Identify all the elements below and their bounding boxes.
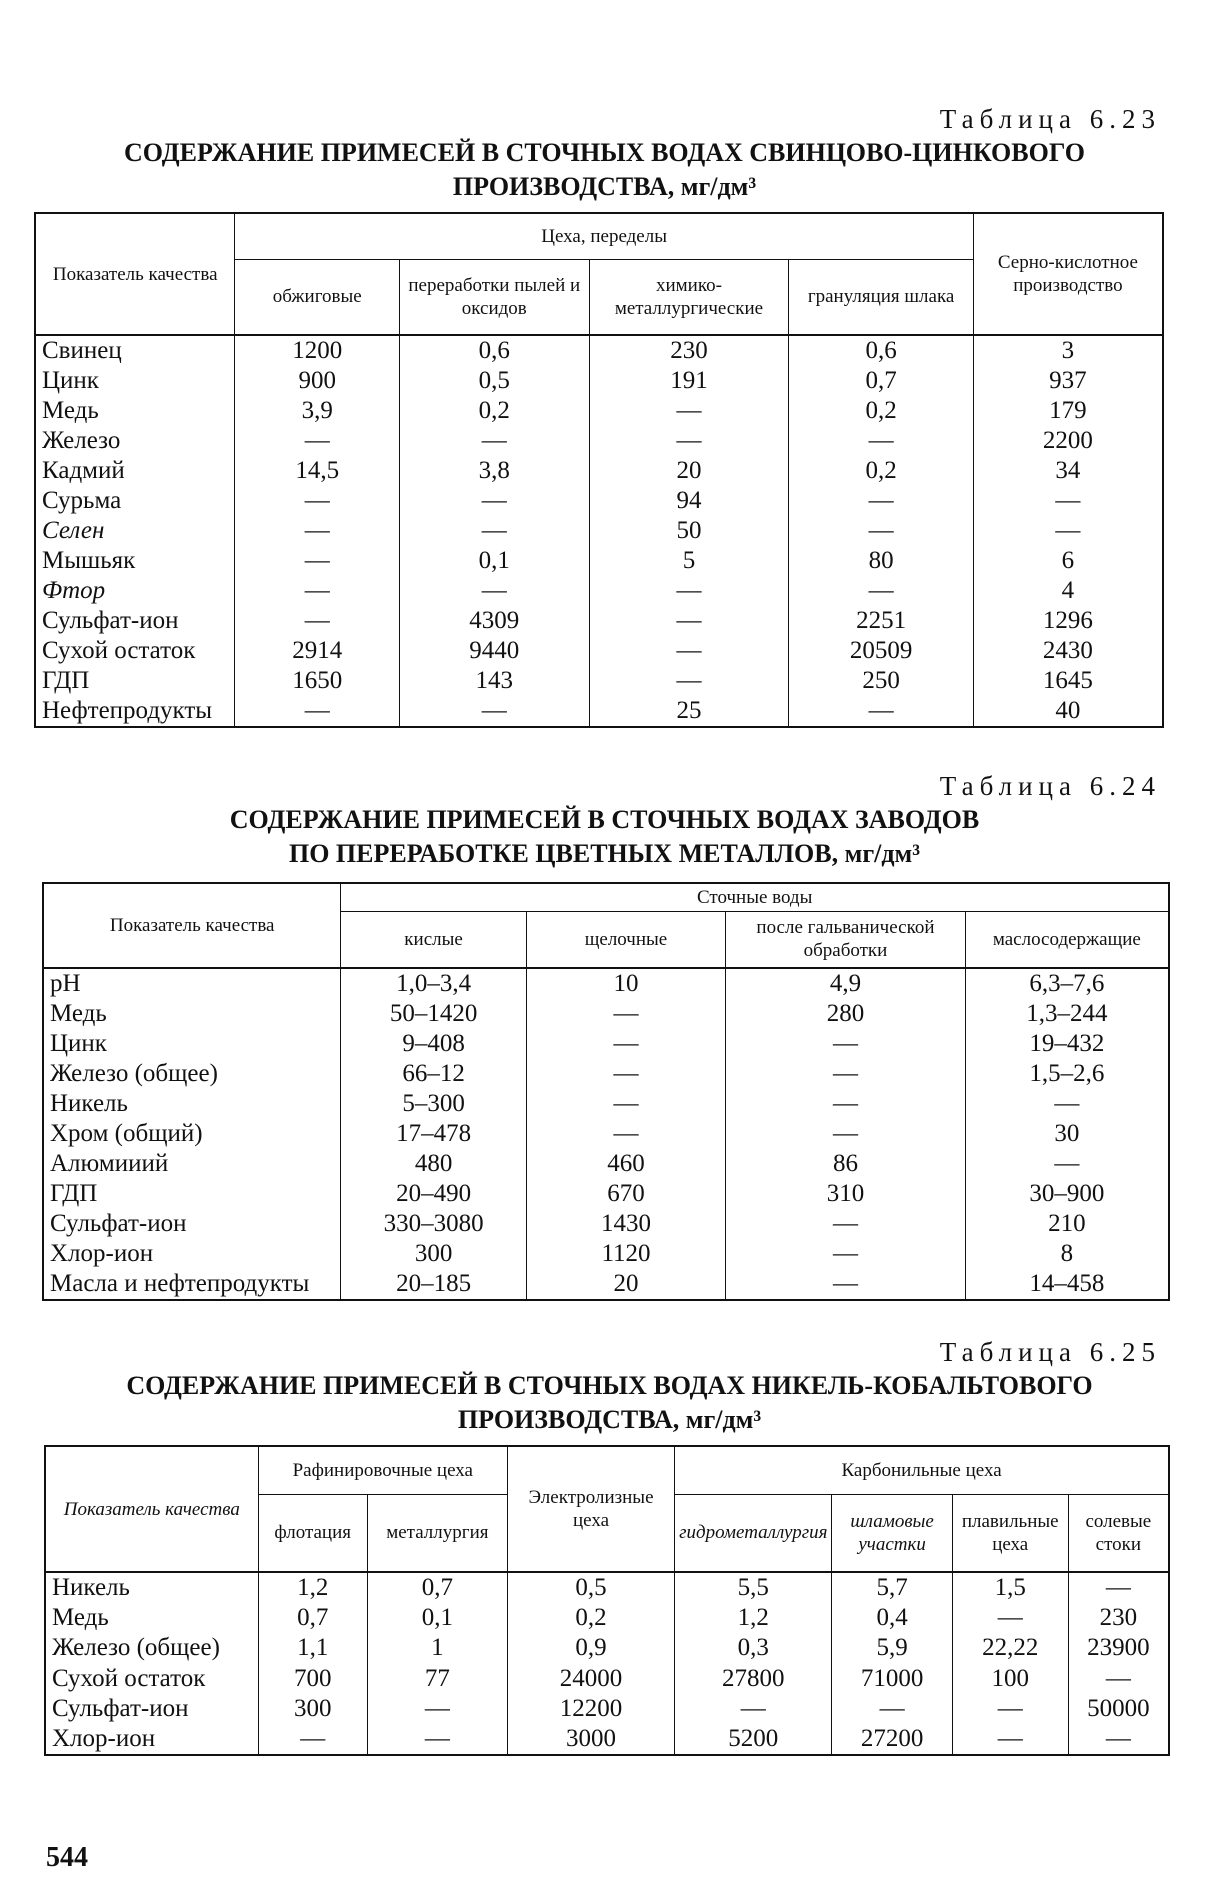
row-label: Сульфат-ион — [43, 1209, 341, 1239]
row-label: Нефтепродукты — [35, 696, 235, 727]
table-cell: 9–408 — [341, 1029, 526, 1059]
table-cell: 2200 — [973, 426, 1163, 456]
table-cell: 0,2 — [789, 396, 974, 426]
table-cell: 0,6 — [400, 335, 590, 366]
table-row — [45, 1724, 1169, 1755]
table-row — [35, 546, 1163, 576]
table-cell: — — [235, 606, 400, 636]
table-row — [35, 335, 1163, 366]
table-cell: 670 — [526, 1179, 725, 1209]
table-cell: 230 — [1068, 1603, 1169, 1633]
table-cell: 0,5 — [507, 1572, 674, 1603]
table-cell: 3 — [973, 335, 1163, 366]
table-cell: 20 — [526, 1269, 725, 1300]
table-cell: — — [952, 1603, 1068, 1633]
table-cell: 12200 — [507, 1694, 674, 1724]
table-cell: 2914 — [235, 636, 400, 666]
table-cell: 5200 — [675, 1724, 832, 1755]
table-cell: 4309 — [400, 606, 590, 636]
table-cell: — — [589, 606, 789, 636]
table-cell: — — [258, 1724, 367, 1755]
table-cell: — — [726, 1029, 965, 1059]
table-row — [43, 1239, 1169, 1269]
table-cell: — — [832, 1694, 952, 1724]
table-cell: 50000 — [1068, 1694, 1169, 1724]
table-cell: 20–490 — [341, 1179, 526, 1209]
table-row — [35, 396, 1163, 426]
table-cell: 27200 — [832, 1724, 952, 1755]
table-cell: 0,4 — [832, 1603, 952, 1633]
header-refining-col-2: металлургия — [367, 1494, 507, 1572]
table-row — [35, 636, 1163, 666]
header-electrolysis: Электролизные цеха — [507, 1446, 674, 1572]
table-row — [35, 516, 1163, 546]
header-group-refining: Рафинировочные цеха — [258, 1446, 507, 1494]
page-number: 544 — [46, 1842, 88, 1873]
row-label: pH — [43, 968, 341, 999]
table-6-23-title: СОДЕРЖАНИЕ ПРИМЕСЕЙ В СТОЧНЫХ ВОДАХ СВИНЦОВО-ЦИНКОВОГО ПРОИЗВОДСТВА, мг/дм³ — [124, 138, 1085, 201]
table-cell: 700 — [258, 1664, 367, 1694]
table-cell: — — [726, 1059, 965, 1089]
table-cell: 0,7 — [789, 366, 974, 396]
table-cell: 5,9 — [832, 1633, 952, 1663]
table-6-24-title-line1: СОДЕРЖАНИЕ ПРИМЕСЕЙ В СТОЧНЫХ ВОДАХ ЗАВОДОВ — [229, 805, 980, 834]
table-cell: 0,5 — [400, 366, 590, 396]
table-cell: — — [589, 426, 789, 456]
table-cell: 100 — [952, 1664, 1068, 1694]
table-cell: 34 — [973, 456, 1163, 486]
table-cell: — — [235, 576, 400, 606]
table-row — [35, 426, 1163, 456]
row-label: Медь — [45, 1603, 258, 1633]
table-cell: 2251 — [789, 606, 974, 636]
table-cell: — — [367, 1694, 507, 1724]
table-cell: — — [526, 1119, 725, 1149]
table-row — [43, 1209, 1169, 1239]
table-cell: 19–432 — [965, 1029, 1169, 1059]
row-label: Свинец — [35, 335, 235, 366]
row-label: Сульфат-ион — [45, 1694, 258, 1724]
table-cell: — — [400, 486, 590, 516]
table-cell: 280 — [726, 999, 965, 1029]
table-cell: 1650 — [235, 666, 400, 696]
table-row — [35, 456, 1163, 486]
row-label: Сухой остаток — [45, 1664, 258, 1694]
table-cell: — — [952, 1724, 1068, 1755]
table-cell: 0,1 — [400, 546, 590, 576]
table-cell: 1,0–3,4 — [341, 968, 526, 999]
table-cell: — — [526, 1089, 725, 1119]
header-col-1: кислые — [341, 912, 526, 968]
table-cell: 20–185 — [341, 1269, 526, 1300]
table-cell: 1296 — [973, 606, 1163, 636]
table-cell: — — [1068, 1724, 1169, 1755]
table-row — [45, 1664, 1169, 1694]
table-cell: 9440 — [400, 636, 590, 666]
table-cell: — — [235, 696, 400, 727]
header-carbonyl-col-1: гидрометаллургия — [675, 1494, 832, 1572]
table-row — [43, 1269, 1169, 1300]
header-refining-col-1: флотация — [258, 1494, 367, 1572]
row-label: Мышьяк — [35, 546, 235, 576]
table-cell: — — [400, 426, 590, 456]
row-label: Хлор-ион — [43, 1239, 341, 1269]
table-cell: — — [526, 999, 725, 1029]
table-cell: 20 — [589, 456, 789, 486]
table-row — [35, 576, 1163, 606]
table-cell: 210 — [965, 1209, 1169, 1239]
table-cell: 30–900 — [965, 1179, 1169, 1209]
table-cell: 6,3–7,6 — [965, 968, 1169, 999]
table-cell: 3,8 — [400, 456, 590, 486]
header-indicator: Показатель качества — [45, 1446, 258, 1572]
row-label: Железо — [35, 426, 235, 456]
table-cell: 0,2 — [507, 1603, 674, 1633]
table-cell: 937 — [973, 366, 1163, 396]
table-cell: 230 — [589, 335, 789, 366]
table-6-25-title: СОДЕРЖАНИЕ ПРИМЕСЕЙ В СТОЧНЫХ ВОДАХ НИКЕЛЬ-КОБАЛЬТОВОГО ПРОИЗВОДСТВА, мг/дм³ — [126, 1371, 1093, 1434]
table-row — [35, 666, 1163, 696]
table-row — [43, 1089, 1169, 1119]
row-label: Никель — [45, 1572, 258, 1603]
table-cell: 10 — [526, 968, 725, 999]
row-label: ГДП — [35, 666, 235, 696]
table-cell: 250 — [789, 666, 974, 696]
table-cell: 1120 — [526, 1239, 725, 1269]
table-cell: — — [789, 486, 974, 516]
table-cell: 1,2 — [258, 1572, 367, 1603]
table-cell: 1,5 — [952, 1572, 1068, 1603]
table-cell: — — [789, 426, 974, 456]
table-cell: — — [789, 696, 974, 727]
table-row — [45, 1694, 1169, 1724]
table-cell: 1,2 — [675, 1603, 832, 1633]
table-cell: 14–458 — [965, 1269, 1169, 1300]
table-cell: 4,9 — [726, 968, 965, 999]
table-cell: 66–12 — [341, 1059, 526, 1089]
table-6-25-label: Таблица 6.25 — [939, 1337, 1161, 1367]
row-label: Никель — [43, 1089, 341, 1119]
table-cell: 0,7 — [258, 1603, 367, 1633]
row-label: Сурьма — [35, 486, 235, 516]
table-cell: 1430 — [526, 1209, 725, 1239]
header-carbonyl-col-4: солевые стоки — [1068, 1494, 1169, 1572]
table-cell: — — [726, 1209, 965, 1239]
row-label: Медь — [35, 396, 235, 426]
table-cell: 17–478 — [341, 1119, 526, 1149]
header-sulfuric: Серно-кислотное производство — [973, 213, 1163, 335]
table-row — [35, 366, 1163, 396]
table-cell: 310 — [726, 1179, 965, 1209]
table-cell: 300 — [258, 1694, 367, 1724]
table-cell: 0,1 — [367, 1603, 507, 1633]
table-row — [43, 1029, 1169, 1059]
table-6-24 — [42, 882, 1170, 1301]
table-cell: 27800 — [675, 1664, 832, 1694]
row-label: Цинк — [43, 1029, 341, 1059]
table-cell: — — [589, 576, 789, 606]
table-cell: 3000 — [507, 1724, 674, 1755]
header-indicator: Показатель качества — [43, 883, 341, 968]
table-cell: — — [1068, 1572, 1169, 1603]
row-label: Цинк — [35, 366, 235, 396]
table-cell: 5 — [589, 546, 789, 576]
table-cell: — — [726, 1089, 965, 1119]
table-cell: — — [726, 1269, 965, 1300]
table-cell: 2430 — [973, 636, 1163, 666]
table-cell: — — [726, 1119, 965, 1149]
table-cell: 0,2 — [789, 456, 974, 486]
table-cell: 1,5–2,6 — [965, 1059, 1169, 1089]
table-cell: — — [400, 576, 590, 606]
row-label: Медь — [43, 999, 341, 1029]
table-cell: — — [589, 636, 789, 666]
table-cell: 330–3080 — [341, 1209, 526, 1239]
table-cell: 191 — [589, 366, 789, 396]
table-cell: 5–300 — [341, 1089, 526, 1119]
table-cell: 40 — [973, 696, 1163, 727]
row-label: Алюмииий — [43, 1149, 341, 1179]
table-cell: — — [589, 666, 789, 696]
table-row — [43, 1179, 1169, 1209]
table-cell: — — [526, 1029, 725, 1059]
table-cell: 460 — [526, 1149, 725, 1179]
table-row — [45, 1633, 1169, 1663]
table-cell: 0,3 — [675, 1633, 832, 1663]
row-label: Кадмий — [35, 456, 235, 486]
table-row — [35, 486, 1163, 516]
table-cell: — — [789, 576, 974, 606]
header-col-2: щелочные — [526, 912, 725, 968]
table-cell: 1,3–244 — [965, 999, 1169, 1029]
table-row — [35, 696, 1163, 727]
header-col-4: маслосодержащие — [965, 912, 1169, 968]
header-carbonyl-col-2: шламовые участки — [832, 1494, 952, 1572]
table-cell: 8 — [965, 1239, 1169, 1269]
table-cell: — — [526, 1059, 725, 1089]
header-col-3: химико-металлургические — [589, 259, 789, 335]
table-cell: 77 — [367, 1664, 507, 1694]
table-cell: 5,5 — [675, 1572, 832, 1603]
table-cell: 1,1 — [258, 1633, 367, 1663]
table-cell: — — [235, 516, 400, 546]
table-cell: 0,7 — [367, 1572, 507, 1603]
table-row — [35, 606, 1163, 636]
table-cell: — — [973, 486, 1163, 516]
table-cell: 0,6 — [789, 335, 974, 366]
table-cell: 6 — [973, 546, 1163, 576]
table-cell: — — [400, 696, 590, 727]
table-cell: — — [973, 516, 1163, 546]
table-cell: 179 — [973, 396, 1163, 426]
table-row — [43, 968, 1169, 999]
header-col-3: после гальванической обработки — [726, 912, 965, 968]
table-cell: — — [400, 516, 590, 546]
row-label: Железо (общее) — [43, 1059, 341, 1089]
header-group-shops: Цеха, переделы — [235, 213, 973, 259]
table-6-24-label: Таблица 6.24 — [939, 771, 1161, 801]
table-cell: — — [235, 486, 400, 516]
row-label: Сульфат-ион — [35, 606, 235, 636]
row-label: ГДП — [43, 1179, 341, 1209]
header-group-carbonyl: Карбонильные цеха — [675, 1446, 1169, 1494]
table-cell: 71000 — [832, 1664, 952, 1694]
table-cell: 94 — [589, 486, 789, 516]
table-cell: 86 — [726, 1149, 965, 1179]
header-indicator: Показатель качества — [35, 213, 235, 335]
table-cell: 0,2 — [400, 396, 590, 426]
table-cell: — — [789, 516, 974, 546]
row-label: Хлор-ион — [45, 1724, 258, 1755]
table-cell: 480 — [341, 1149, 526, 1179]
table-6-25 — [44, 1445, 1170, 1756]
row-label: Хром (общий) — [43, 1119, 341, 1149]
table-cell: — — [965, 1089, 1169, 1119]
row-label: Железо (общее) — [45, 1633, 258, 1663]
table-cell: — — [589, 396, 789, 426]
table-cell: 5,7 — [832, 1572, 952, 1603]
header-col-4: грануляция шлака — [789, 259, 974, 335]
table-cell: 23900 — [1068, 1633, 1169, 1663]
table-cell: — — [952, 1694, 1068, 1724]
row-label: Сухой остаток — [35, 636, 235, 666]
table-cell: 25 — [589, 696, 789, 727]
table-cell: 80 — [789, 546, 974, 576]
table-cell: 14,5 — [235, 456, 400, 486]
table-cell: 50–1420 — [341, 999, 526, 1029]
table-cell: 900 — [235, 366, 400, 396]
table-6-23 — [34, 212, 1164, 728]
row-label: Селен — [35, 516, 235, 546]
table-cell: 4 — [973, 576, 1163, 606]
table-cell: 300 — [341, 1239, 526, 1269]
table-row — [43, 1119, 1169, 1149]
table-cell: 24000 — [507, 1664, 674, 1694]
table-cell: — — [965, 1149, 1169, 1179]
table-cell: 50 — [589, 516, 789, 546]
header-group-wastewater: Сточные воды — [341, 883, 1169, 912]
row-label: Фтор — [35, 576, 235, 606]
row-label: Масла и нефтепродукты — [43, 1269, 341, 1300]
table-6-24-title-line2: ПО ПЕРЕРАБОТКЕ ЦВЕТНЫХ МЕТАЛЛОВ, мг/дм³ — [288, 839, 921, 868]
table-row — [43, 1149, 1169, 1179]
table-cell: 0,9 — [507, 1633, 674, 1663]
table-cell: 143 — [400, 666, 590, 696]
header-col-2: переработки пылей и оксидов — [400, 259, 590, 335]
table-row — [45, 1572, 1169, 1603]
table-row — [43, 999, 1169, 1029]
table-cell: — — [1068, 1664, 1169, 1694]
table-row — [43, 1059, 1169, 1089]
header-col-1: обжиговые — [235, 259, 400, 335]
table-6-23-label: Таблица 6.23 — [939, 104, 1161, 134]
table-cell: 1645 — [973, 666, 1163, 696]
table-cell: 22,22 — [952, 1633, 1068, 1663]
table-cell: 30 — [965, 1119, 1169, 1149]
table-row — [45, 1603, 1169, 1633]
table-cell: 1200 — [235, 335, 400, 366]
header-carbonyl-col-3: плавильные цеха — [952, 1494, 1068, 1572]
table-cell: — — [235, 546, 400, 576]
table-cell: — — [235, 426, 400, 456]
table-cell: 1 — [367, 1633, 507, 1663]
table-cell: — — [726, 1239, 965, 1269]
table-cell: 3,9 — [235, 396, 400, 426]
table-cell: — — [675, 1694, 832, 1724]
table-cell: 20509 — [789, 636, 974, 666]
table-cell: — — [367, 1724, 507, 1755]
